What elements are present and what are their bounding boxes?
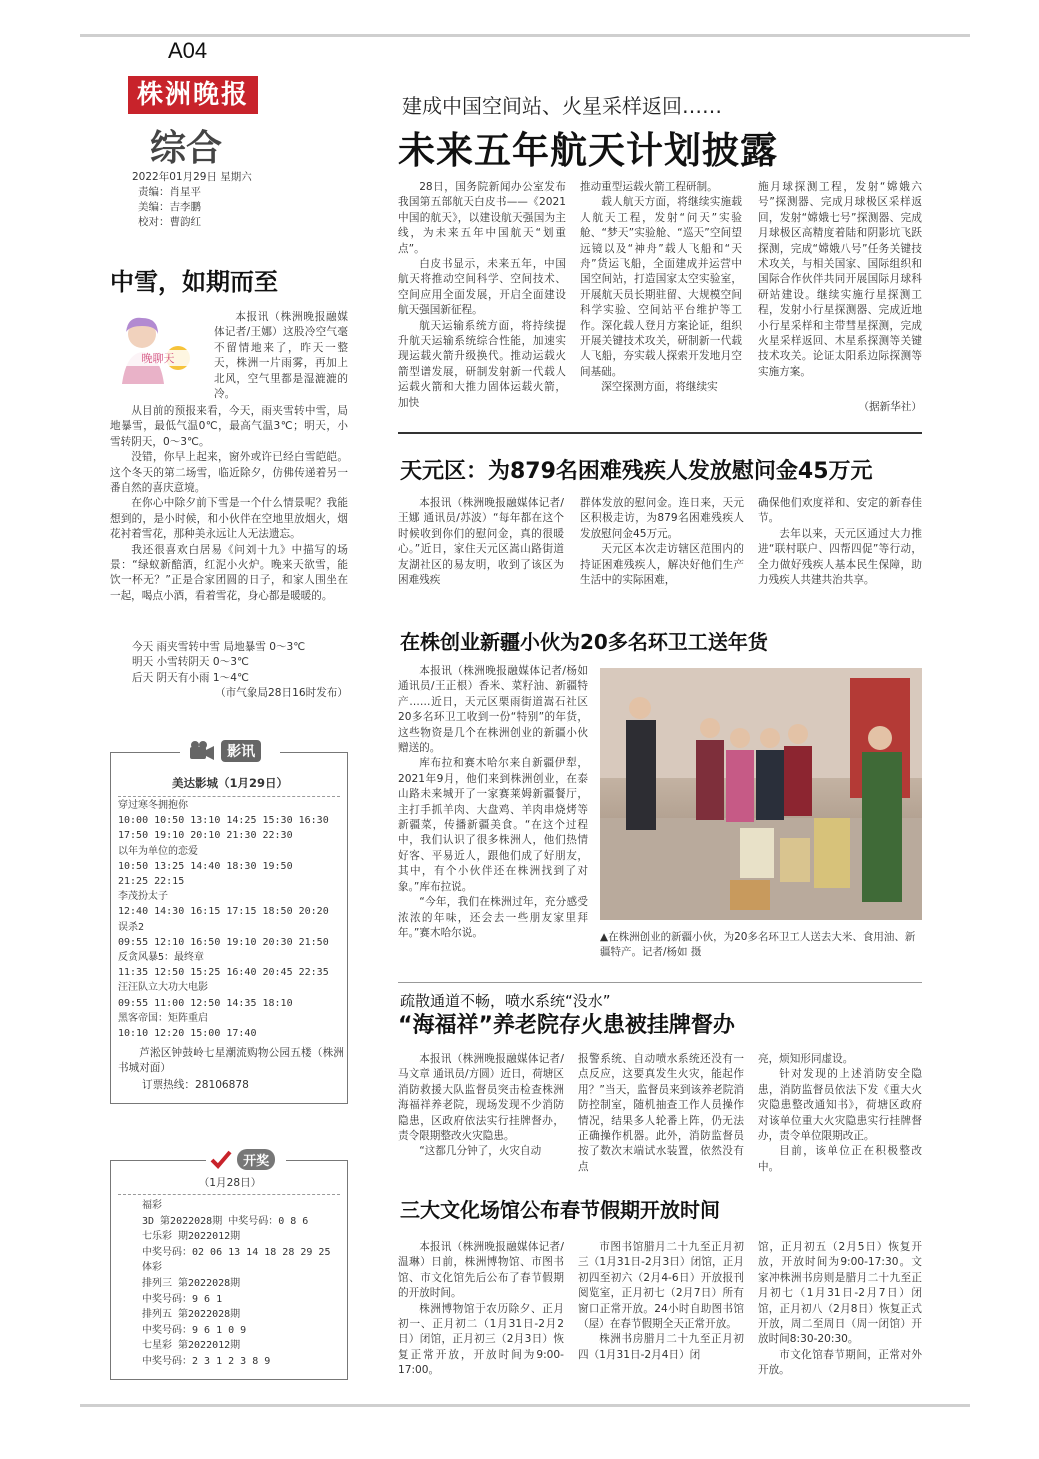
nursing-column-3 xyxy=(758,1052,922,1176)
lottery-line: 福彩 xyxy=(142,1200,162,1211)
lottery-line: 3D 第2022028期 中奖号码：0 8 6 xyxy=(142,1215,309,1227)
showtimes: 10:50 13:25 14:40 18:30 19:50 xyxy=(118,860,293,872)
checkmark-icon xyxy=(210,1148,232,1170)
lottery-line: 中奖号码：2 3 1 2 3 8 9 xyxy=(142,1355,271,1367)
lottery-badge-label: 开奖 xyxy=(237,1149,275,1170)
paragraph: 白皮书显示，未来五年，中国航天将推动空间科学、空间技术、空间应用全面发展，开启全面建设航天强国新征程。 xyxy=(398,258,566,317)
showtimes: 21:25 22:15 xyxy=(118,876,185,888)
lottery-line: 体彩 xyxy=(142,1262,162,1274)
photo-caption: ▲在株洲创业的新疆小伙，为20多名环卫工人送去大米、食用油、新疆特产。记者/杨如 摄 xyxy=(600,931,916,958)
nursing-kicker: 疏散通道不畅，喷水系统“没水” xyxy=(400,992,611,1010)
cinema-name: 美达影城（1月29日） xyxy=(171,776,288,790)
paragraph: 针对发现的上述消防安全隐患，消防监督员依法下发《重大火灾隐患整改通知书》，荷塘区政府对该单位重大火灾隐患实行挂牌督办，责令单位限期改正。 xyxy=(758,1068,922,1143)
divider xyxy=(398,432,922,434)
film-title: 黑客帝国：矩阵重启 xyxy=(118,1012,208,1024)
film-title: 汪汪队立大功大电影 xyxy=(118,982,208,994)
paragraph: 馆，正月初五（2月5日）恢复开放，开放时间为9:00-17:30。文家冲株洲书房则是腊月二十九至正月初七（1月31日-2月7日）闭馆，正月初八（2月8日）恢复正式开放，周二至周日（周一闭馆）开放时间8:30-20:30。 xyxy=(758,1241,922,1346)
showtimes: 09:55 12:10 16:50 19:10 20:30 21:50 xyxy=(118,936,329,948)
showtimes: 17:50 19:10 20:10 21:30 22:30 xyxy=(118,830,293,842)
weather-body xyxy=(110,404,348,638)
tianyuan-title: 天元区：为879名困难残疾人发放慰问金45万元 xyxy=(400,459,873,484)
film-camera-icon xyxy=(188,740,216,762)
paragraph: 确保他们欢度祥和、安定的新春佳节。 xyxy=(758,497,922,525)
lottery-line: 中奖号码：9 6 1 xyxy=(142,1293,223,1305)
paragraph: 没错，你早上起来，窗外或许已经白雪皑皑。这个冬天的第二场雪，临近除夕，仿佛传递着另一番自然的喜庆意境。 xyxy=(110,451,348,495)
paragraph: 深空探测方面，将继续实 xyxy=(601,381,718,394)
xinjiang-title: 在株创业新疆小伙为20多名环卫工送年货 xyxy=(400,630,768,654)
divider xyxy=(118,1194,340,1195)
paper-logo: 株洲晚报 xyxy=(128,76,258,114)
paragraph: 在你心中除夕前下雪是一个什么情景呢？我能想到的，是小时候，和小伙伴在空地里放烟火，烟花衬着雪花，那种美永远让人无法遗忘。 xyxy=(110,497,348,541)
lottery-line: 中奖号码：02 06 13 14 18 28 29 25 xyxy=(142,1246,331,1258)
lead-source: （据新华社） xyxy=(858,401,922,413)
paragraph: 市文化馆春节期间，正常对外开放。 xyxy=(758,1348,922,1377)
paragraph: 28日，国务院新闻办公室发布我国第五部航天白皮书——《2021中国的航天》，以建设航天强国为主线，为未来五年中国航天“划重点”。 xyxy=(398,181,566,255)
section-name: 综合 xyxy=(150,127,223,169)
film-title: 穿过寒冬拥抱你 xyxy=(118,800,188,811)
paragraph: 航天运输系统方面，将持续提升航天运输系统综合性能，加速实现运载火箭升级换代。推动运载火箭型谱发展，研制发射新一代载人运载火箭和大推力固体运载火箭，加快 xyxy=(398,319,566,409)
lottery-list xyxy=(142,1198,346,1374)
paragraph: 本报讯（株洲晚报融媒体记者/马文章 通讯员/方圆）近日，荷塘区消防救援大队监督员突击检查株洲海福祥养老院，现场发现不少消防隐患，区政府依法实行挂牌督办，责令限期整改火灾隐患。 xyxy=(398,1053,564,1143)
editor-line: 责编：肖星平 xyxy=(138,186,201,198)
bottom-rule xyxy=(80,1404,970,1407)
paragraph: 株洲博物馆于农历除夕、正月初一、正月初二（1月31日-2月2日）闭馆，正月初三（2月3日）恢复正常开放，开放时间为9:00-17:00。 xyxy=(398,1302,564,1377)
culture-column-2 xyxy=(578,1240,744,1390)
paragraph: 本报讯（株洲晚报融媒体记者/杨如 通讯员/王正根）香米、菜籽油、新疆特产……近日，天元区栗雨街道嵩石社区20多名环卫工收到一份“特别”的年货，这些物资是几个在株洲创业的新疆小伙赠送的。 xyxy=(398,665,588,755)
forecast-item: 今天 雨夹雪转中雪 局地暴雪 0～3℃ xyxy=(132,641,306,653)
paragraph: 去年以来，天元区通过大力推进“联村联户、四帮四促”等行动，全力做好残疾人基本民生保障，助力残疾人共建共治共享。 xyxy=(758,527,922,587)
paragraph: 库布拉和赛木哈尔来自新疆伊犁，2021年9月，他们来到株洲创业，在泰山路未来城开了一家赛莱姆新疆餐厅，主打手抓羊肉、大盘鸡、羊肉串烧烤等新疆菜，传播新疆美食。“在这个过程中，我们认识了很多株洲人，他们热情好客、平易近人，跟他们成了好朋友，其中，有个小伙伴还在株洲找到了对象。”库布拉说。 xyxy=(398,757,588,893)
cinema-hotline: 订票热线：28106878 xyxy=(142,1079,249,1091)
forecast-source: （市气象局28日16时发布） xyxy=(215,687,348,699)
showtimes: 09:55 11:00 12:50 14:35 18:10 xyxy=(118,997,293,1009)
lottery-line: 排列三 第2022028期 xyxy=(142,1277,241,1289)
paragraph: “这都几分钟了，火灾自动 xyxy=(419,1145,542,1158)
lottery-line: 排列五 第2022028期 xyxy=(142,1309,241,1321)
showtimes: 11:35 12:50 15:25 16:40 20:45 22:35 xyxy=(118,967,329,979)
weather-intro xyxy=(214,310,348,401)
paragraph: 报警系统、自动喷水系统还没有一点反应，这要真发生火灾，能起作用？”当天，监督员来到该养老院消防控制室，随机抽查工作人员操作情况，结果多人轮番上阵，仍无法正确操作机器。此外，消防监督员按了数次末端试水装置，依然没有点 xyxy=(578,1053,744,1173)
cinema-address: 芦淞区钟鼓岭七星潮流购物公园五楼（株洲书城对面） xyxy=(118,1047,344,1075)
lottery-date: （1月28日） xyxy=(198,1177,262,1189)
paragraph: 推动重型运载火箭工程研制。 xyxy=(580,181,718,193)
art-editor-line: 美编：吉李鹏 xyxy=(138,201,201,213)
paragraph: 群体发放的慰问金。连日来，天元区积极走访，为879名困难残疾人发放慰问金45万元。 xyxy=(580,497,744,540)
tianyuan-column-2 xyxy=(580,496,744,606)
tianyuan-column-3 xyxy=(758,496,922,606)
masthead-meta xyxy=(132,170,252,230)
paragraph: 本报讯（株洲晚报融媒体记者/温琳）日前，株洲博物馆、市图书馆、市文化馆先后公布了春节假期的开放时间。 xyxy=(398,1241,564,1300)
paragraph: 载人航天方面，将继续实施载人航天工程，发射“问天”实验舱、“梦天”实验舱、“巡天”空间望远镜以及“神舟”载人飞船和“天舟”货运飞船，全面建成并运营中国空间站，打造国家太空实验室，开展航天员长期驻留、大规模空间科学实验、空间站平台维护等工作。深化载人登月方案论证，组织开展关键技术攻关，研制新一代载人飞船，夯实载人探索开发地月空间基础。 xyxy=(580,196,742,378)
paragraph: 本报讯（株洲晚报融媒体记者/王娜）这股冷空气毫不留情地来了，昨天一整天，株洲一片雨雾，再加上北风，空气里都是湿漉漉的冷。 xyxy=(214,311,348,401)
film-title: 误杀2 xyxy=(118,921,145,933)
lottery-line: 七乐彩 期2022012期 xyxy=(142,1231,241,1243)
showtimes: 12:40 14:30 16:15 17:15 18:50 20:20 xyxy=(118,906,329,918)
paragraph: 本报讯（株洲晚报融媒体记者/王娜 通讯员/苏波）“每年都在这个时候收到你们的慰问金，真的很暖心。”近日，家住天元区嵩山路街道友湖社区的易友明，收到了该区为困难残疾 xyxy=(398,497,564,587)
weather-title: 中雪，如期而至 xyxy=(110,268,278,296)
culture-title: 三大文化场馆公布春节假期开放时间 xyxy=(400,1198,720,1222)
lottery-line: 七星彩 第2022012期 xyxy=(142,1340,241,1352)
top-rule xyxy=(80,34,970,37)
forecast-item: 后天 阴天有小雨 1～4℃ xyxy=(132,671,249,684)
nursing-title: “海福祥”养老院存火患被挂牌督办 xyxy=(398,1013,735,1038)
nursing-column-2 xyxy=(578,1052,744,1176)
lead-column-1 xyxy=(398,180,566,420)
paragraph: 施月球探测工程，发射“嫦娥六号”探测器、完成月球极区采样返回，发射“嫦娥七号”探测器、完成月球极区高精度着陆和阴影坑飞跃探测，完成“嫦娥八号”任务关键技术攻关，与相关国家、国际组织和国际合作伙伴共同开展国际月球科研站建设。继续实施行星探测工程，发射小行星探测器、完成近地小行星采样和主带彗星探测，完成火星采样返回、木星系探测等关键技术攻关。论证太阳系边际探测等实施方案。 xyxy=(758,181,922,378)
paragraph: “今年，我们在株洲过年，充分感受浓浓的年味，还会去一些朋友家里拜年。”赛木哈尔说。 xyxy=(398,896,588,939)
showtimes: 10:10 12:20 15:00 17:40 xyxy=(118,1028,257,1040)
divider xyxy=(118,796,340,797)
film-title: 反贪风暴5：最终章 xyxy=(118,952,205,964)
lead-kicker: 建成中国空间站、火星采样返回…… xyxy=(402,94,722,118)
showtimes: 10:00 10:50 13:10 14:25 15:30 16:30 xyxy=(118,815,329,827)
forecast-item: 明天 小雪转阴天 0～3℃ xyxy=(132,656,249,669)
date-line: 2022年01月29日 星期六 xyxy=(132,171,252,183)
film-title: 以年为单位的恋爱 xyxy=(118,845,198,857)
columnist-avatar xyxy=(112,312,204,386)
lottery-line: 中奖号码：9 6 1 0 9 xyxy=(142,1324,247,1336)
paragraph: 我还很喜欢白居易《问刘十九》中描写的场景：“绿蚁新醅酒，红泥小火炉。晚来天欲雪，能饮一杯无？”正是合家团圆的日子，和家人围坐在一起，喝点小酒，看着雪花，身心都是暖暖的。 xyxy=(110,543,348,602)
page-number: A04 xyxy=(168,38,208,63)
paragraph: 亮，烦知形同虚设。 xyxy=(758,1053,854,1065)
xinjiang-body xyxy=(398,664,588,966)
paragraph: 从目前的预报来看，今天，雨夹雪转中雪，局地暴雪，最低气温0℃，最高气温3℃；明天，小雪转阴天，0～3℃。 xyxy=(110,405,348,448)
film-badge xyxy=(180,740,280,766)
divider xyxy=(398,982,922,983)
lead-column-2 xyxy=(580,180,742,420)
film-badge-label: 影讯 xyxy=(221,740,261,762)
paragraph: 市图书馆腊月二十九至正月初三（1月31日-2月3日）闭馆，正月初四至初六（2月4-6日）开放报刊阅览室，正月初七（2月7日）所有窗口正常开放。24小时自助图书馆（屋）在春节假期全天正常开放。 xyxy=(578,1241,744,1331)
paragraph: 目前，该单位正在积极整改中。 xyxy=(758,1145,922,1173)
avatar-label: 晚聊天 xyxy=(141,352,175,365)
paragraph: 天元区本次走访辖区范围内的持证困难残疾人，解决好他们生产生活中的实际困难， xyxy=(580,543,744,587)
proof-line: 校对：曹韵红 xyxy=(138,216,201,228)
nursing-column-1 xyxy=(398,1052,564,1176)
news-photo xyxy=(600,668,922,920)
film-title: 李茂扮太子 xyxy=(118,891,168,903)
lead-headline: 未来五年航天计划披露 xyxy=(398,128,778,172)
culture-column-3 xyxy=(758,1240,922,1390)
showtimes-list xyxy=(118,798,344,1046)
lead-column-3 xyxy=(758,180,922,396)
culture-column-1 xyxy=(398,1240,564,1390)
tianyuan-column-1 xyxy=(398,496,564,606)
lottery-badge xyxy=(206,1148,286,1174)
paragraph: 株洲书房腊月二十九至正月初四（1月31日-2月4日）闭 xyxy=(578,1333,744,1361)
